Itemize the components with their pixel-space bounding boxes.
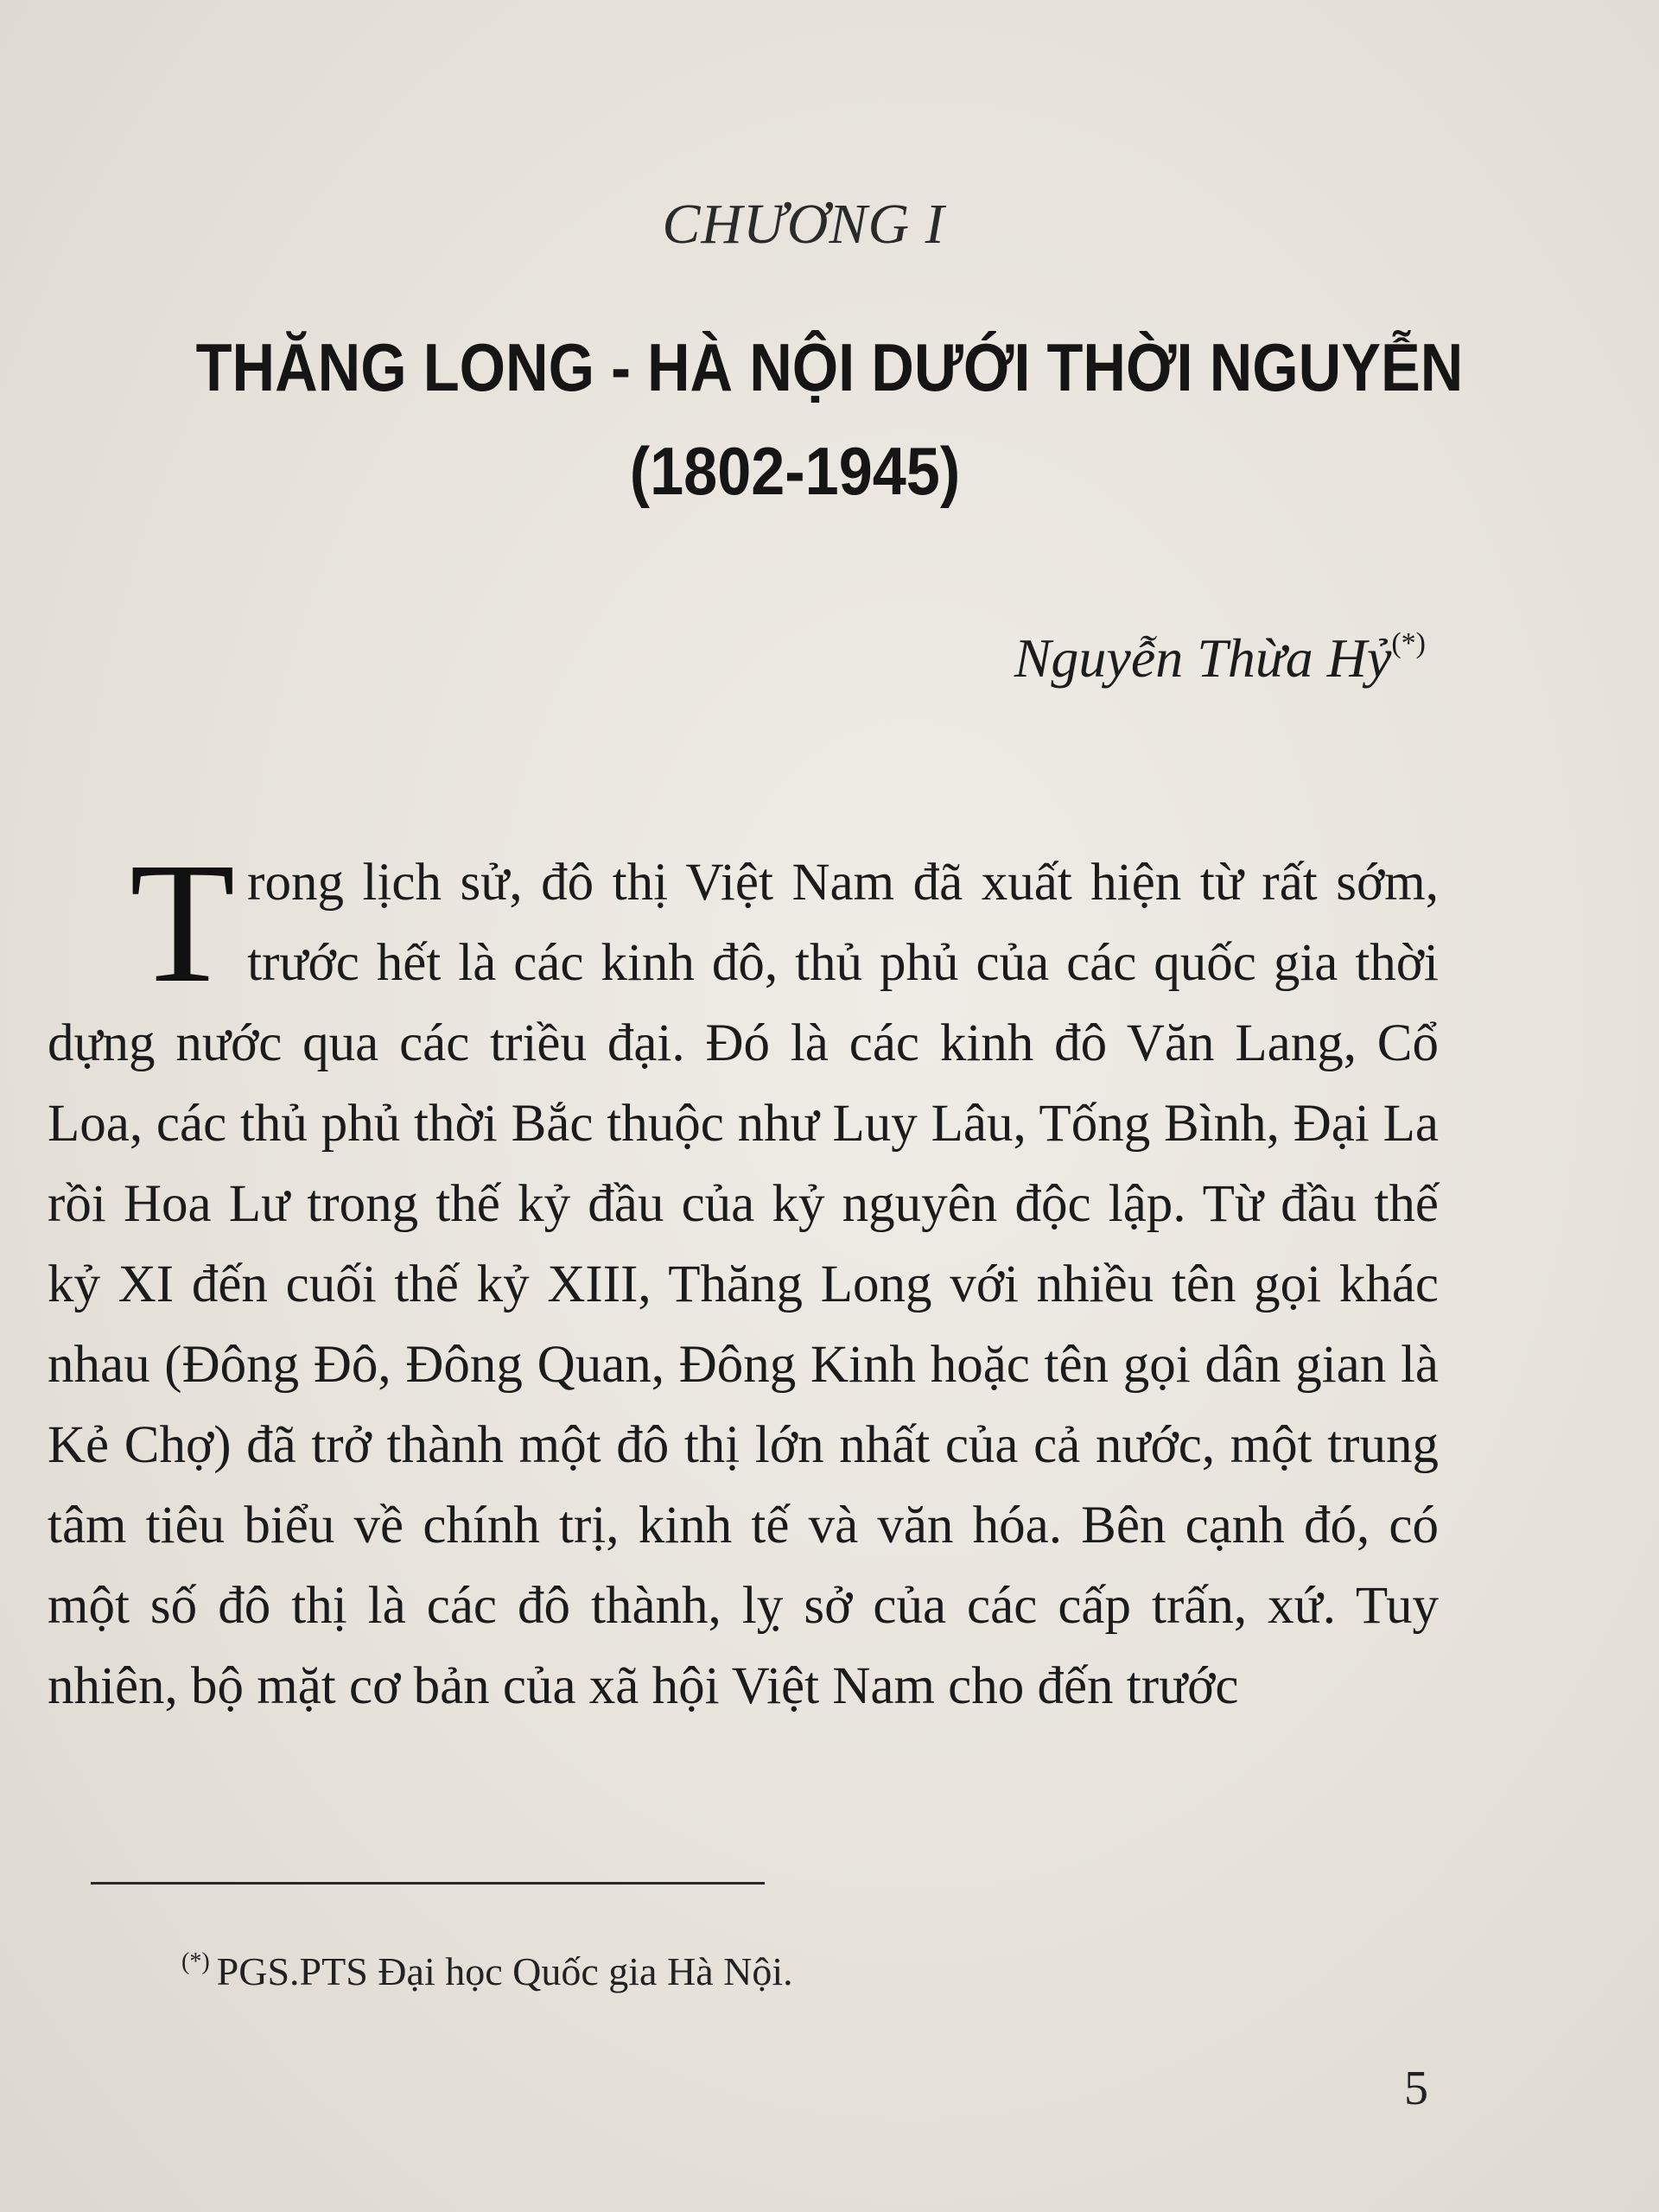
footnote-marker: (*) [181, 1948, 210, 1975]
footnote-divider [91, 1882, 765, 1885]
author-line [1014, 626, 1426, 690]
author-name: Nguyễn Thừa Hỷ [1014, 627, 1392, 689]
body-paragraph [48, 828, 1439, 1726]
author-footnote-marker: (*) [1391, 627, 1426, 659]
chapter-years: (1802-1945) [629, 433, 961, 509]
body-text: rong lịch sử, đô thị Việt Nam đã xuất hiện từ rất sớm, trước hết là các kinh đô, thủ phủ của các quốc gia thời dựng nước qua các triều đại. Đó là các kinh đô Văn Lang, Cổ Loa, các thủ phủ thời Bắc thuộc như Luy Lâu, Tống Bình, Đại La rồi Hoa Lư trong thế kỷ đầu của kỷ nguyên độc lập. Từ đầu thế kỷ XI đến cuối thế kỷ XIII, Thăng Long với nhiều tên gọi khác nhau (Đông Đô, Đông Quan, Đông Kinh hoặc tên gọi dân gian là Kẻ Chợ) đã trở thành một đô thị lớn nhất của cả nước, một trung tâm tiêu biểu về chính trị, kinh tế và văn hóa. Bên cạnh đó, có một số đô thị là các đô thành, lỵ sở của các cấp trấn, xứ. Tuy nhiên, bộ mặt cơ bản của xã hội Việt Nam cho đến trước [48, 854, 1439, 1715]
drop-cap: T [130, 828, 236, 1019]
chapter-label: CHƯƠNG I [662, 193, 945, 256]
chapter-title: THĂNG LONG - HÀ NỘI DƯỚI THỜI NGUYỄN [195, 329, 1464, 405]
footnote [181, 1948, 793, 1994]
page-number: 5 [1404, 2062, 1428, 2115]
footnote-text: PGS.PTS Đại học Quốc gia Hà Nội. [216, 1949, 793, 1993]
